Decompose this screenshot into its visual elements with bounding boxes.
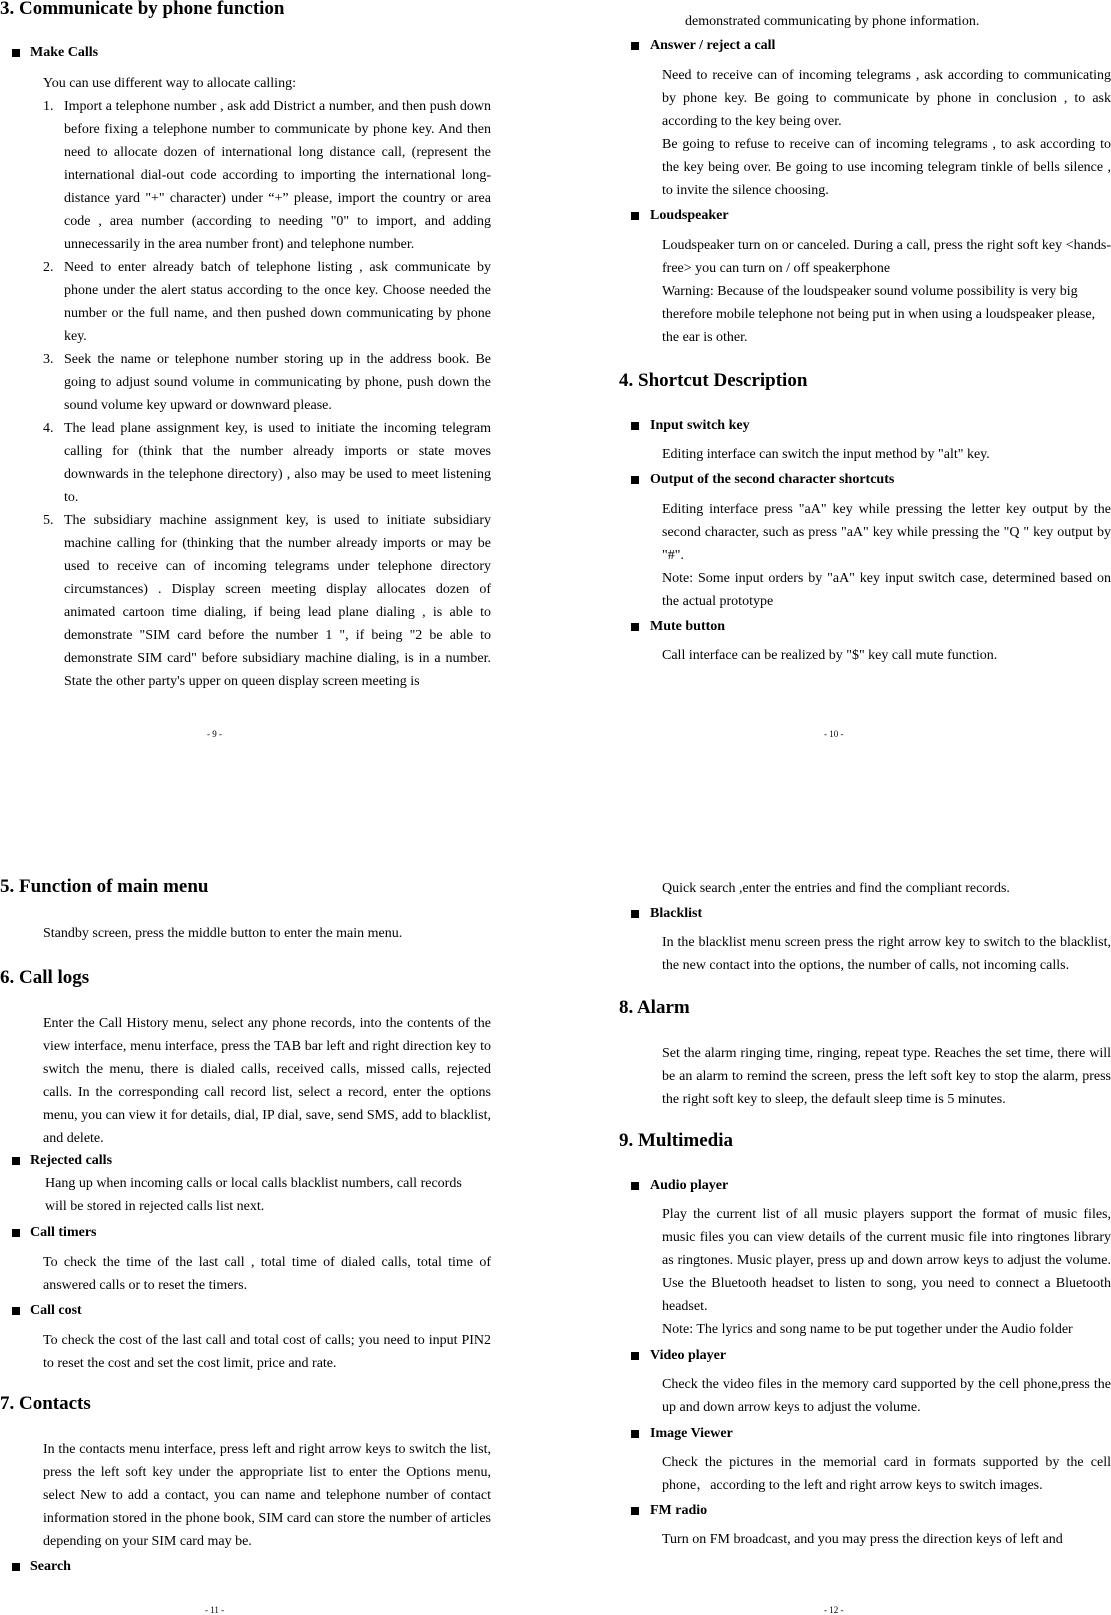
make-calls-intro: You can use different way to allocate calling: [43,76,296,91]
section-5-paragraph: Standby screen, press the middle button to enter the main menu. [43,926,403,941]
answer-paragraph-2: Be going to refuse to receive can of incoming telegrams , to ask according to the key being over. Be going to use incoming telegram tinkle of bells silence , to invite the silence choosing. [662,137,1111,198]
output-paragraph-1: Editing interface press "aA" key while pressing the letter key output by the second character, such as press "aA" key while pressing the "Q " key output by "#". [662,502,1111,563]
mute-button-heading: Mute button [619,616,1111,638]
section-7-title: 7. Contacts [0,1393,91,1414]
search-paragraph: Quick search ,enter the entries and find the compliant records. [662,881,1010,896]
mute-paragraph: Call interface can be realized by "$" key call mute function. [662,648,998,663]
make-calls-list [0,95,491,693]
section-9-title: 9. Multimedia [619,1130,733,1151]
loudspeaker-heading: Loudspeaker [619,205,1111,227]
list-item: 5. The subsidiary machine assignment key, is used to initiate subsidiary machine calling for (thinking that the number already imports or may be used to receive can of incoming telegrams under telephone directory circumstances) . Display screen meeting display allocates dozen of animated cartoon time dialing, if being lead plane dialing , is able to demonstrate "SIM card before the number 1 ", if being "2 be able to demonstrate SIM card" before subsidiary machine dialing, is in a number. State the other party's upper on queen display screen meeting is [43,513,491,689]
page-9 [0,0,491,693]
fm-radio-heading: FM radio [619,1500,1111,1522]
page-11 [0,872,491,1578]
audio-paragraph-2: Note: The lyrics and song name to be put together under the Audio folder [662,1322,1073,1337]
image-viewer-heading: Image Viewer [619,1423,1111,1445]
call-cost-paragraph: To check the cost of the last call and total cost of calls; you need to input PIN2 to reset the cost and set the cost limit, price and rate. [43,1333,491,1371]
continued-text: demonstrated communicating by phone information. [685,14,980,29]
call-cost-heading: Call cost [0,1300,491,1322]
output-paragraph-2: Note: Some input orders by "aA" key input switch case, determined based on the actual prototype [662,571,1111,609]
rejected-calls-paragraph: Hang up when incoming calls or local calls blacklist numbers, call records will be stored in rejected calls list next. [45,1176,462,1214]
loudspeaker-paragraph-3: therefore mobile telephone not being put in when using a loudspeaker please, [662,307,1096,322]
loudspeaker-paragraph-4: the ear is other. [662,330,748,345]
section-6-title: 6. Call logs [0,967,90,988]
answer-reject-heading: Answer / reject a call [619,35,1111,57]
blacklist-paragraph: In the blacklist menu screen press the right arrow key to switch to the blacklist, the new contact into the options, the number of calls, not incoming calls. [662,935,1111,973]
audio-paragraph-1: Play the current list of all music players support the format of music files, music files you can view details of the current music file into ringtones library as ringtones. Music player, press up and down arrow keys to adjust the volume. Use the Bluetooth headset to listen to song, you need to connect a Bluetooth headset. [662,1207,1111,1314]
loudspeaker-paragraph-1: Loudspeaker turn on or canceled. During a call, press the right soft key <hands-free> you can turn on / off speakerphone [662,238,1111,276]
audio-player-heading: Audio player [619,1175,1111,1197]
video-paragraph: Check the video files in the memory card supported by the cell phone,press the up and down arrow keys to adjust the volume. [662,1377,1111,1415]
search-heading: Search [0,1556,491,1578]
input-switch-heading: Input switch key [619,415,1111,437]
page-number-11: - 11 - [205,1605,225,1615]
section-8-paragraph: Set the alarm ringing time, ringing, repeat type. Reaches the set time, there will be an alarm to remind the screen, press the left soft key to stop the alarm, press the right soft key to sleep, the default sleep time is 5 minutes. [662,1046,1111,1107]
call-timers-heading: Call timers [0,1222,491,1244]
make-calls-heading: Make Calls [0,42,491,64]
list-item: 1. Import a telephone number , ask add District a number, and then push down before fixing a telephone number to communicate by phone key. And then need to allocate dozen of international long distance call, (represent the international dial-out code according to importing the international long-distance yard "+" character) under “+” please, import the country or area code , area number (according to needing "0" to import, and adding unnecessarily in the area number front) and telephone number. [43,99,491,252]
call-timers-paragraph: To check the time of the last call , total time of dialed calls, total time of answered calls or to reset the timers. [43,1255,491,1293]
list-item: 2. Need to enter already batch of telephone listing , ask communicate by phone under the alert status according to the once key. Choose needed the number or the full name, and then pushed down communicating by phone key. [43,260,491,344]
page-12 [619,872,1111,1551]
page-10 [619,0,1111,667]
section-7-paragraph: In the contacts menu interface, press left and right arrow keys to switch the list, press the left soft key under the appropriate list to enter the Options menu, select New to add a contact, you can name and telephone number of contact information stored in the phone book, SIM card can store the number of articles depending on your SIM card may be. [43,1442,491,1549]
loudspeaker-paragraph-2: Warning: Because of the loudspeaker sound volume possibility is very big [662,284,1078,299]
rejected-calls-heading: Rejected calls [0,1150,491,1172]
input-switch-paragraph: Editing interface can switch the input method by "alt" key. [662,447,990,462]
output-second-char-heading: Output of the second character shortcuts [619,469,1111,491]
section-6-paragraph: Enter the Call History menu, select any phone records, into the contents of the view interface, menu interface, press the TAB bar left and right direction key to switch the menu, there is dialed calls, received calls, missed calls, rejected calls. In the corresponding call record list, select a record, enter the options menu, you can view it for details, dial, IP dial, save, send SMS, add to blacklist, and delete. [43,1016,491,1146]
page-number-12: - 12 - [824,1605,844,1615]
answer-paragraph-1: Need to receive can of incoming telegrams , ask according to communicating by phone key. Be going to communicate by phone in conclusion , to ask according to the key being over. [662,68,1111,129]
section-5-title: 5. Function of main menu [0,876,209,897]
section-3-title: 3. Communicate by phone function [0,0,285,19]
image-paragraph: Check the pictures in the memorial card in formats supported by the cell phone，according to the left and right arrow keys to switch images. [662,1455,1111,1493]
list-item: 3. Seek the name or telephone number storing up in the address book. Be going to adjust sound volume in communicating by phone, push down the sound volume key upward or downward please. [43,352,491,413]
page-number-9: - 9 - [207,729,222,739]
blacklist-heading: Blacklist [619,903,1111,925]
section-4-title: 4. Shortcut Description [619,370,808,391]
video-player-heading: Video player [619,1345,1111,1367]
page-number-10: - 10 - [824,729,844,739]
fm-paragraph: Turn on FM broadcast, and you may press the direction keys of left and [662,1532,1063,1547]
list-item: 4. The lead plane assignment key, is used to initiate the incoming telegram calling for (think that the number already imports or state moves downwards in the telephone directory) , also may be used to meet listening to. [43,421,491,505]
section-8-title: 8. Alarm [619,997,690,1018]
